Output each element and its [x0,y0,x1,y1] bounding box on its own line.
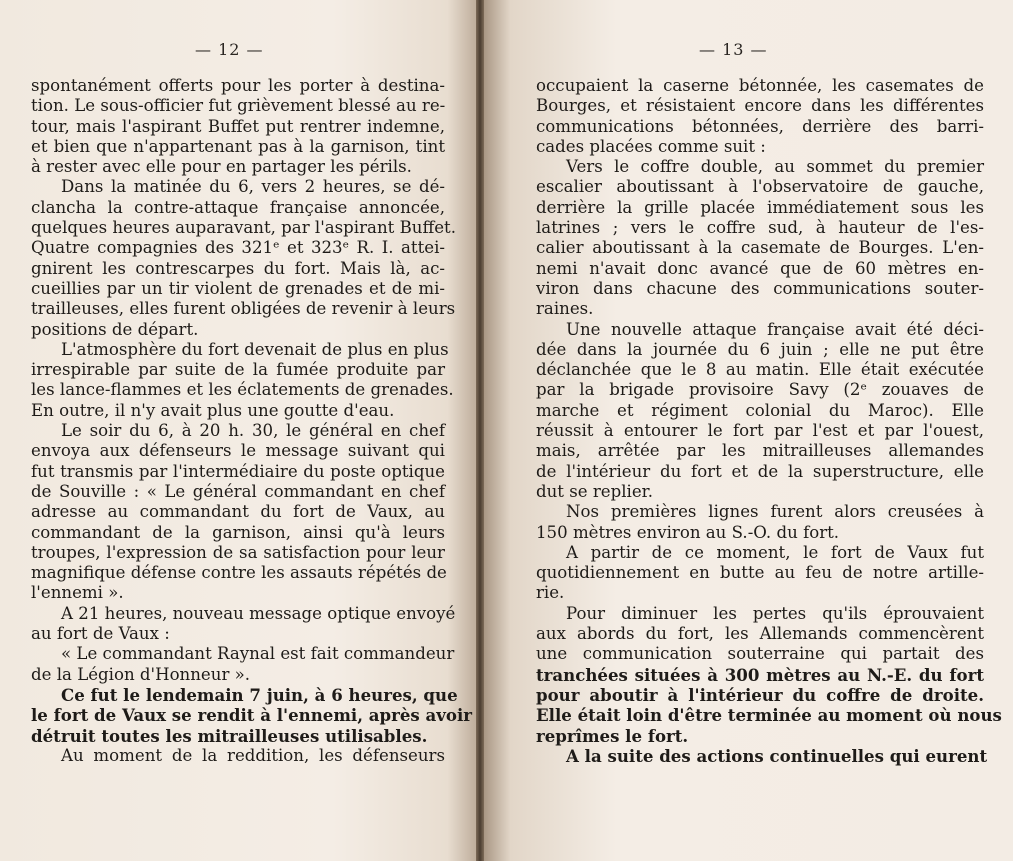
text-line: troupes, l'expression de sa satisfaction pour leur [31,542,445,562]
text-line: les lance-flammes et les éclatements de grenades. [31,380,454,400]
text-line: Vers le coffre double, au sommet du premier [566,157,984,177]
text-line: En outre, il n'y avait plus une goutte d'eau. [31,400,395,420]
text-line: derrière la grille placée immédiatement sous les [536,197,984,217]
page-text [31,76,473,766]
text-line: 150 mètres environ au S.-O. du fort. [536,522,840,542]
text-line: Au moment de la reddition, les défenseurs [61,745,445,765]
text-line: gnirent les contrescarpes du fort. Mais là, ac- [31,258,445,278]
text-line: Elle était loin d'être terminée au moment où nous [536,705,1002,726]
text-line: Ce fut le lendemain 7 juin, à 6 heures, que [61,684,458,705]
text-line: déclanchée que le 8 au matin. Elle était exécutée [536,360,984,380]
text-line: Le soir du 6, à 20 h. 30, le général en chef [61,421,445,441]
text-line: A la suite des actions continuelles qui eurent [566,745,988,766]
text-line: envoya aux défenseurs le message suivant qui [31,441,445,461]
text-line: « Le commandant Raynal est fait commandeur [61,644,455,664]
text-line: rie. [536,583,565,603]
text-line: quelques heures auparavant, par l'aspirant Buffet. [31,218,457,238]
text-line: clancha la contre-attaque française annoncée, [31,197,445,217]
text-line: aux abords du fort, les Allemands commencèrent [536,624,984,644]
text-line: dée dans la journée du 6 juin ; elle ne put être [536,339,984,359]
text-line: à rester avec elle pour en partager les périls. [31,157,412,177]
text-line: positions de départ. [31,319,199,339]
text-line: trailleuses, elles furent obligées de revenir à leurs [31,299,456,319]
text-line: nemi n'avait donc avancé que de 60 mètres en- [536,258,984,278]
text-line: occupaient la caserne bétonnée, les casemates de [536,76,984,95]
page-number: — 12 — [195,40,264,59]
text-line: le fort de Vaux se rendit à l'ennemi, après avoir [31,705,473,726]
text-line: par la brigade provisoire Savy (2ᵉ zouaves de [536,380,984,400]
text-line: cades placées comme suit : [536,136,766,156]
text-line: irrespirable par suite de la fumée produite par [31,360,445,380]
text-line: de l'intérieur du fort et de la superstructure, elle [536,461,984,481]
text-line: adresse au commandant du fort de Vaux, au [31,502,445,522]
text-line: réussit à entourer le fort par l'est et par l'ouest, [536,421,984,441]
text-line: pour aboutir à l'intérieur du coffre de droite. [536,684,984,705]
text-line: raines. [536,299,594,319]
text-line: au fort de Vaux : [31,624,170,644]
text-line: détruit toutes les mitrailleuses utilisables. [31,725,428,746]
text-line: L'atmosphère du fort devenait de plus en plus [61,339,449,359]
text-line: marche et régiment colonial du Maroc). Elle [536,400,984,420]
page-number: — 13 — [699,40,768,59]
text-line: Quatre compagnies des 321ᵉ et 323ᵉ R. I. attei- [31,238,445,258]
text-line: Une nouvelle attaque française avait été déci- [566,319,984,339]
text-line: et bien que n'appartenant pas à la garnison, tint [31,136,445,156]
text-line: tion. Le sous-officier fut grièvement blessé au re- [31,96,446,116]
text-line: magnifique défense contre les assauts répétés de [31,563,447,583]
text-line: tranchées situées à 300 mètres au N.-E. du fort [536,664,984,685]
text-line: Dans la matinée du 6, vers 2 heures, se dé- [61,177,445,197]
page-text [536,76,1002,766]
text-line: calier aboutissant à la casemate de Bourges. L'en- [536,238,984,258]
text-line: commandant de la garnison, ainsi qu'à leurs [31,522,445,542]
text-line: Bourges, et résistaient encore dans les différentes [536,96,984,116]
text-line: cueillies par un tir violent de grenades et de mi- [31,278,445,298]
text-line: spontanément offerts pour les porter à destina- [31,76,445,95]
text-line: Pour diminuer les pertes qu'ils éprouvaient [566,603,984,623]
text-line: tour, mais l'aspirant Buffet put rentrer indemne, [31,116,445,136]
text-line: une communication souterraine qui partait des [536,644,984,664]
text-line: Nos premières lignes furent alors creusées à [566,502,984,522]
right-page [484,0,1013,861]
text-line: reprîmes le fort. [536,725,689,746]
text-line: mais, arrêtée par les mitrailleuses allemandes [536,441,984,461]
text-line: A 21 heures, nouveau message optique envoyé [61,603,456,623]
text-line: A partir de ce moment, le fort de Vaux fut [566,542,984,562]
text-line: de Souville : « Le général commandant en chef [31,481,445,501]
book-gutter [476,0,484,861]
text-line: quotidiennement en butte au feu de notre artille- [536,563,984,583]
text-line: communications bétonnées, derrière des barri- [536,116,984,136]
text-line: de la Légion d'Honneur ». [31,664,251,684]
text-line: viron dans chacune des communications souter- [536,278,984,298]
text-line: dut se replier. [536,481,654,501]
text-line: l'ennemi ». [31,583,124,603]
left-page [0,0,476,861]
text-line: escalier aboutissant à l'observatoire de gauche, [536,177,984,197]
text-line: fut transmis par l'intermédiaire du poste optique [31,461,445,481]
text-line: latrines ; vers le coffre sud, à hauteur de l'es- [536,218,984,238]
